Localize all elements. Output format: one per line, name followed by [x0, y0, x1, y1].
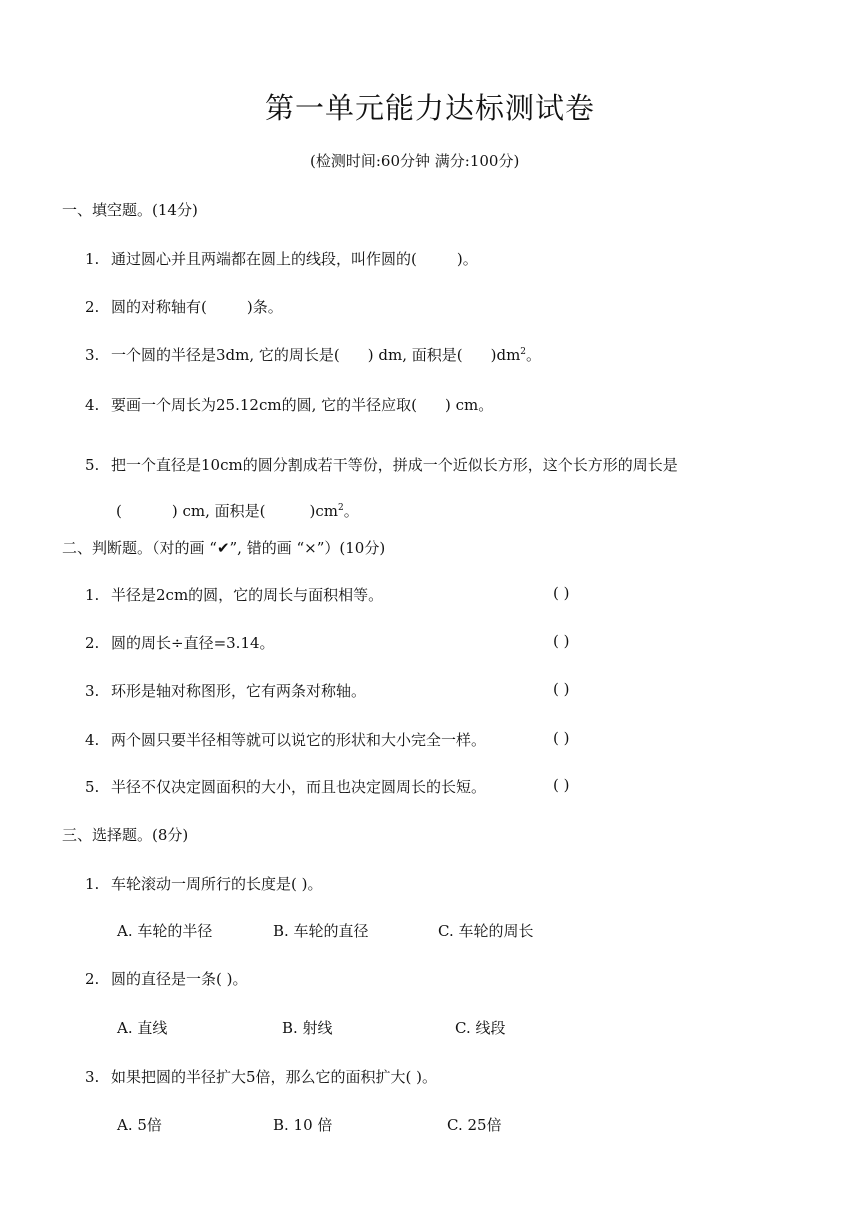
answer-parentheses: ( ) — [553, 632, 570, 650]
judge-question-5 — [85, 776, 486, 797]
answer-parentheses: ( ) — [553, 680, 570, 698]
superscript: 2 — [337, 503, 344, 513]
question-number: 2. — [85, 970, 100, 988]
option-b: B. 车轮的直径 — [273, 922, 369, 940]
question-text: 如果把圆的半径扩大5倍，那么它的面积扩大( )。 — [111, 1068, 438, 1086]
question-text: 要画一个周长为25.12cm的圆, 它的半径应取( — [111, 396, 417, 414]
question-text: 两个圆只要半径相等就可以说它的形状和大小完全一样。 — [111, 731, 487, 749]
judge-question-3 — [85, 680, 366, 701]
question-text: 车轮滚动一周所行的长度是( )。 — [111, 875, 323, 893]
question-number: 1. — [85, 250, 100, 268]
judge-question-1 — [85, 584, 383, 605]
judge-question-2 — [85, 632, 275, 653]
question-text: 通过圆心并且两端都在圆上的线段，叫作圆的( — [111, 250, 417, 268]
question-text: 一个圆的半径是3dm, 它的周长是( — [111, 346, 340, 364]
question-number: 5. — [85, 778, 100, 796]
superscript: 2 — [520, 347, 527, 357]
fill-question-1 — [85, 248, 478, 269]
question-text: 把一个直径是10cm的圆分割成若干等份，拼成一个近似长方形，这个长方形的周长是 — [111, 456, 678, 474]
option-c: C. 车轮的周长 — [438, 922, 534, 940]
option-b: B. 射线 — [282, 1019, 333, 1037]
section-heading-true-false: 二、判断题。（对的画 “✔”, 错的画 “×”）(10分) — [62, 539, 386, 557]
question-text: ) cm, 面积是( — [171, 502, 266, 520]
question-text: 圆的对称轴有( — [111, 298, 207, 316]
question-number: 4. — [85, 731, 100, 749]
question-text: )。 — [456, 250, 478, 268]
choice-question-1 — [85, 873, 322, 894]
exam-info: (检测时间:60分钟 满分:100分) — [310, 152, 520, 170]
question-text: 半径是2cm的圆，它的周长与面积相等。 — [111, 586, 384, 604]
fill-question-3 — [85, 344, 541, 365]
question-text: 环形是轴对称图形，它有两条对称轴。 — [111, 682, 367, 700]
choice-question-2 — [85, 968, 247, 989]
question-text: 。 — [343, 502, 359, 520]
question-number: 3. — [85, 682, 100, 700]
question-number: 5. — [85, 456, 100, 474]
question-text: ) cm。 — [444, 396, 494, 414]
judge-question-4 — [85, 729, 486, 750]
question-number: 1. — [85, 586, 100, 604]
answer-parentheses: ( ) — [553, 729, 570, 747]
question-number: 3. — [85, 346, 100, 364]
section-heading-fill-blank: 一、填空题。(14分) — [62, 201, 198, 219]
page-title: 第一单元能力达标测试卷 — [264, 91, 595, 125]
question-number: 2. — [85, 634, 100, 652]
option-c: C. 线段 — [455, 1019, 506, 1037]
question-number: 2. — [85, 298, 100, 316]
section-heading-choice: 三、选择题。(8分) — [62, 826, 189, 844]
option-c: C. 25倍 — [447, 1116, 502, 1134]
answer-parentheses: ( ) — [553, 584, 570, 602]
question-text: )dm — [490, 346, 521, 364]
answer-parentheses: ( ) — [553, 776, 570, 794]
option-b: B. 10 倍 — [273, 1116, 333, 1134]
question-number: 1. — [85, 875, 100, 893]
question-text: 圆的直径是一条( )。 — [111, 970, 248, 988]
fill-question-2 — [85, 296, 283, 317]
question-text: ) dm, 面积是( — [367, 346, 463, 364]
option-a: A. 直线 — [117, 1019, 168, 1037]
question-text: ( — [116, 502, 122, 520]
question-text: 。 — [526, 346, 542, 364]
option-a: A. 5倍 — [117, 1116, 162, 1134]
question-number: 3. — [85, 1068, 100, 1086]
question-number: 4. — [85, 396, 100, 414]
fill-question-5 — [85, 454, 678, 475]
fill-question-5-line2 — [116, 500, 359, 521]
question-text: )cm — [309, 502, 338, 520]
question-text: )条。 — [246, 298, 283, 316]
fill-question-4 — [85, 394, 493, 415]
option-a: A. 车轮的半径 — [117, 922, 213, 940]
choice-question-3 — [85, 1066, 437, 1087]
question-text: 圆的周长÷直径=3.14。 — [111, 634, 275, 652]
question-text: 半径不仅决定圆面积的大小，而且也决定圆周长的长短。 — [111, 778, 487, 796]
